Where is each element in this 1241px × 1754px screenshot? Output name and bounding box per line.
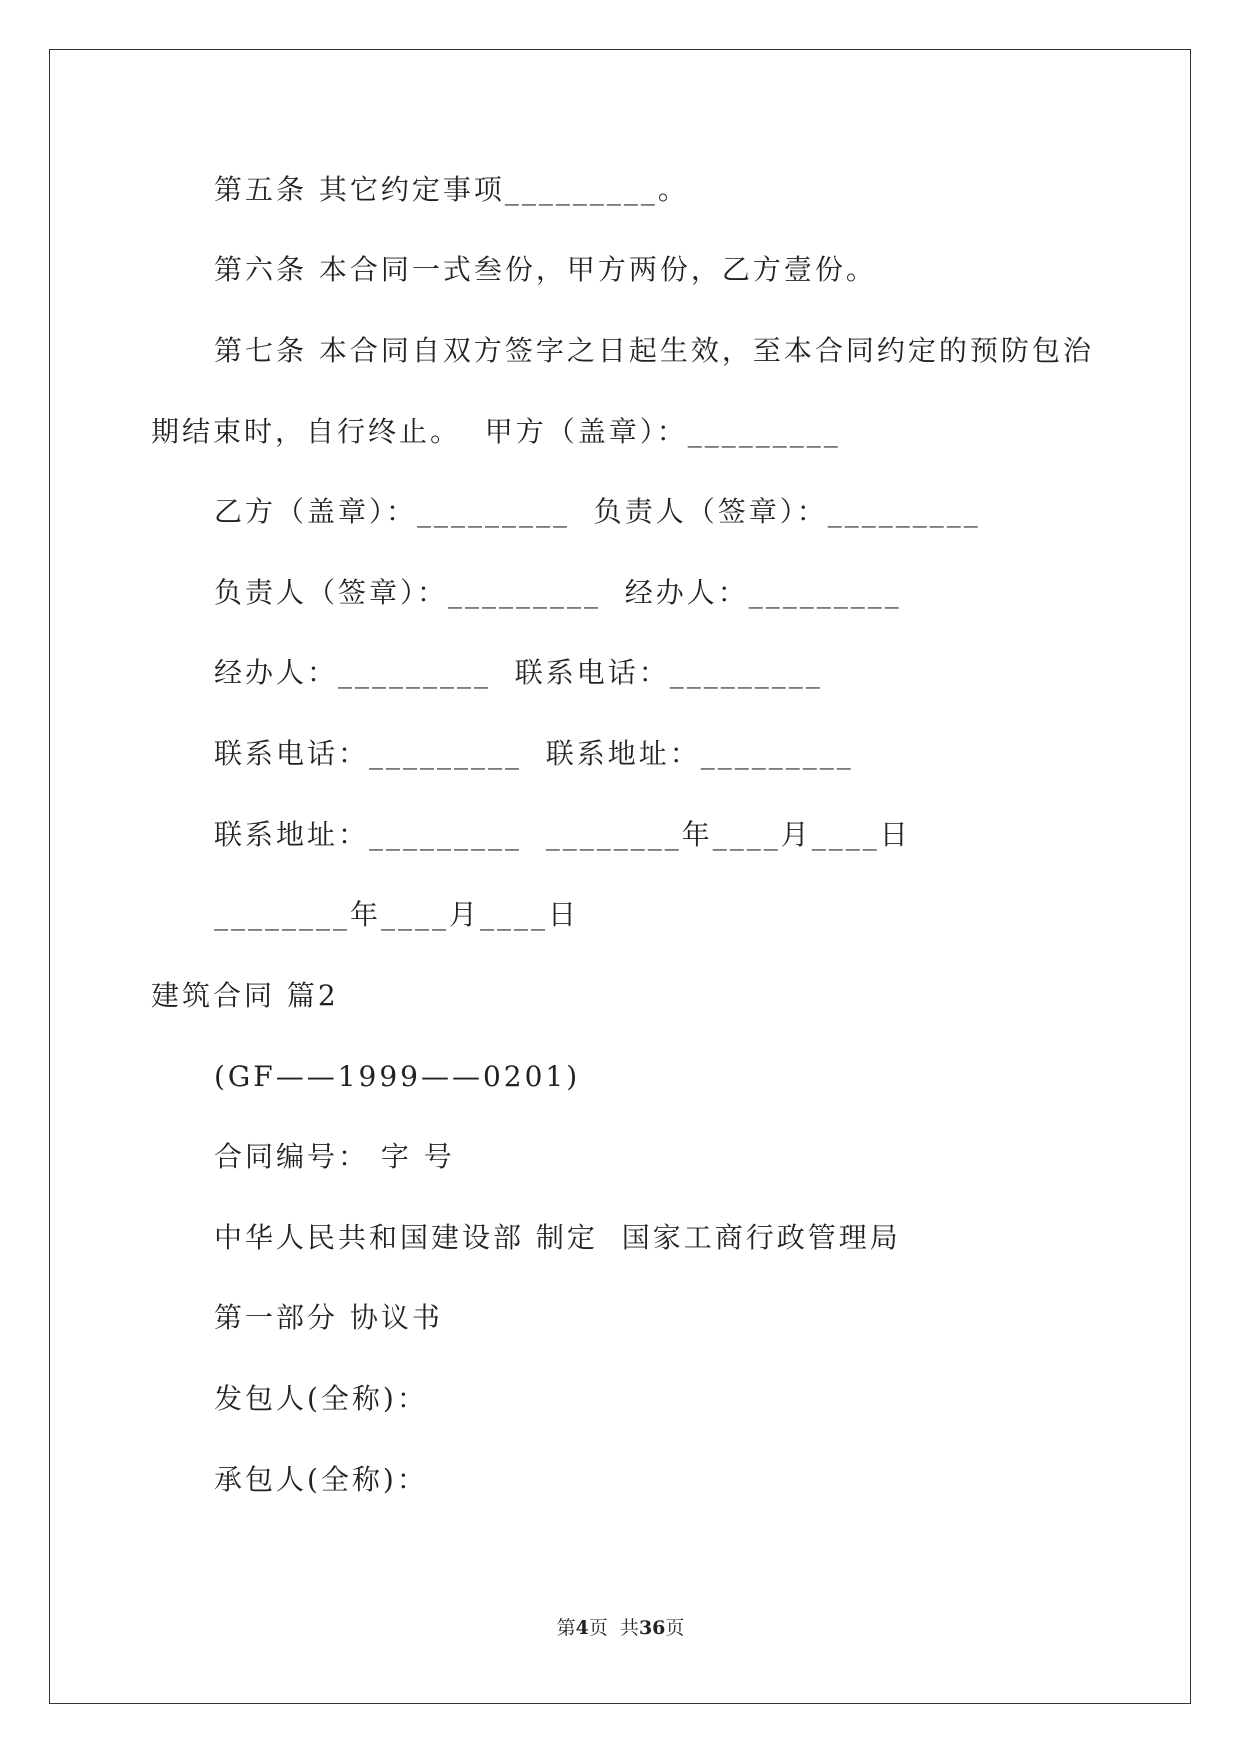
issuing-authorities: 中华人民共和国建设部 制定 国家工商行政管理局 [214, 1221, 901, 1254]
contractor-field: 承包人(全称)： [214, 1463, 428, 1496]
footer-suffix: 页 [665, 1617, 685, 1639]
clause-7-continued: 期结束时，自行终止。 甲方（盖章）：_________ [151, 415, 841, 448]
page-frame [49, 49, 1191, 1704]
signature-handler: 经办人：_________ 联系电话：_________ [214, 656, 823, 689]
contract-code: (GF——1999——0201) [214, 1060, 581, 1093]
contract-number: 合同编号： 字 号 [214, 1140, 455, 1173]
total-page-number: 36 [638, 1617, 666, 1639]
current-page-number: 4 [575, 1617, 589, 1639]
signature-address: 联系地址：_________ ________年____月____日 [214, 818, 911, 851]
clause-5: 第五条 其它约定事项_________。 [214, 173, 689, 206]
signature-date: ________年____月____日 [214, 898, 580, 931]
clause-7: 第七条 本合同自双方签字之日起生效，至本合同约定的预防包治 [214, 334, 1094, 367]
part-one-heading: 第一部分 协议书 [214, 1301, 443, 1334]
page-number-footer [0, 1614, 1241, 1642]
employer-field: 发包人(全称)： [214, 1382, 428, 1415]
footer-middle: 页 共 [588, 1617, 639, 1639]
signature-party-b: 乙方（盖章）：_________ 负责人（签章）：_________ [214, 495, 981, 528]
signature-phone: 联系电话：_________ 联系地址：_________ [214, 737, 854, 770]
clause-6: 第六条 本合同一式叁份，甲方两份，乙方壹份。 [214, 253, 877, 286]
section-heading: 建筑合同 篇2 [151, 979, 339, 1012]
footer-prefix: 第 [556, 1617, 576, 1639]
signature-responsible: 负责人（签章）：_________ 经办人：_________ [214, 576, 902, 609]
